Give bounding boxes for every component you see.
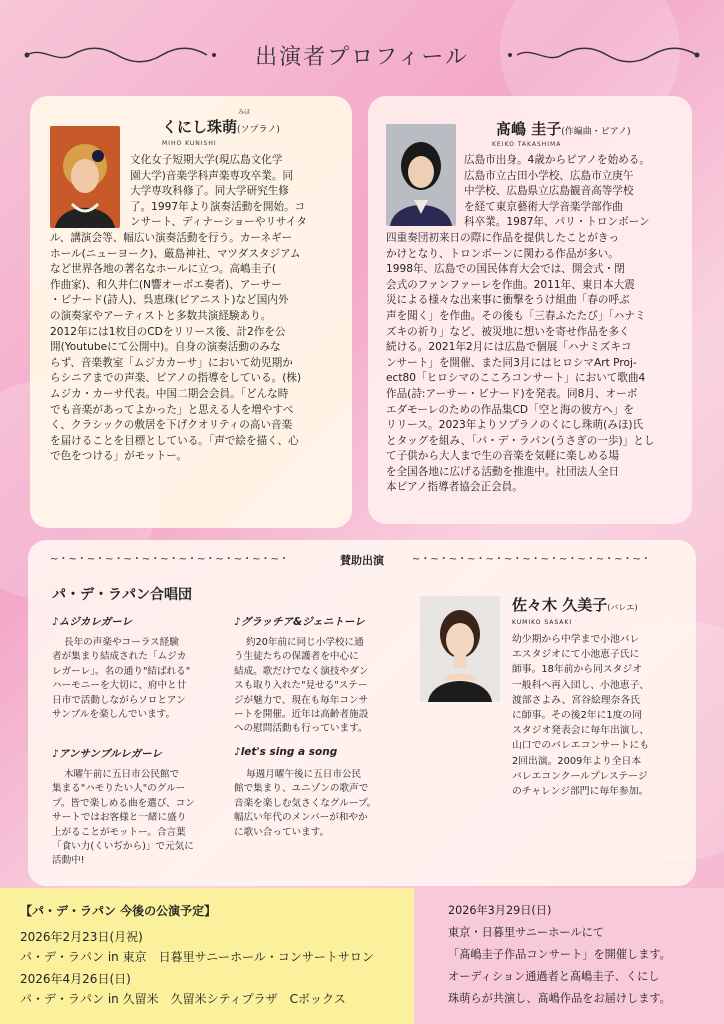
unit-line: 長年の声楽やコーラス経験: [64, 637, 179, 648]
bio-line: て子供から大人まで生の音楽を気軽に楽しめる場: [386, 450, 620, 463]
bio-line: スタジオ発表会に毎年出演し、: [512, 725, 650, 737]
concert-notice-panel: [414, 888, 724, 1024]
bio-line: 続ける。2021年2月には広島で個展「ハナミズキコ: [386, 341, 632, 354]
schedule-date-2: 2026年4月26日(日): [20, 972, 131, 986]
bio-line: 広島市立古田小学校、広島市立庚午: [464, 169, 634, 182]
bio-line: 師事。18年前から同スタジオ: [512, 664, 643, 676]
bio-line: 声を聞く」を作曲。その後も「三春ふたたび」「ハナミ: [386, 309, 646, 322]
bio-line: らず、音楽教室「ムジカカーサ」において幼児期か: [50, 356, 293, 369]
wave-divider-right: ~・~・~・~・~・~・~・~・~・~・~・~・~・: [412, 554, 651, 565]
bio-line: く、クラシックの敷居を下げクオリティの高い音楽: [50, 419, 293, 432]
bio-line: 科卒業。1987年、パリ・トロンボーン: [464, 216, 650, 229]
schedule-date-1: 2026年2月23日(月祝): [20, 930, 143, 944]
wave-divider-left: ~・~・~・~・~・~・~・~・~・~・~・~・~・: [50, 554, 289, 565]
bio-line: 災による様々な出来事に衝撃をうけ組曲「春の呼ぶ: [386, 294, 630, 307]
bio-line: 開(Youtubeにて公開中)。自身の演奏活動のみな: [50, 341, 281, 354]
bio-line: ンサート」を開催、また同3月にはヒロシマArt Proj-: [386, 356, 637, 369]
concert-line: オーディション通過者と髙嶋圭子、くにし: [448, 970, 660, 983]
unit-line: 活動中!: [52, 855, 85, 867]
unit-line: への慰問活動も行っています。: [234, 723, 368, 735]
keiko-bio: [386, 153, 678, 496]
unit-body-musica-legare: [52, 636, 228, 722]
sasaki-roman-name: KUMIKO SASAKI: [512, 619, 573, 626]
bio-line: ル、講演会等、幅広い演奏活動を行う。カーネギー: [50, 231, 293, 244]
bio-line: を経て東京藝術大学音楽学部作曲: [464, 200, 623, 213]
keiko-roman-name: KEIKO TAKASHIMA: [492, 141, 562, 148]
unit-title-musica-legare: ♪ムジカレガーレ: [52, 616, 132, 628]
bio-line: 幼少期から中学まで小池バレ: [512, 634, 640, 645]
bio-line: 大学専攻科修了。同大学研究生修: [130, 185, 289, 198]
unit-line: スも取り入れた"見せる"ステー: [234, 680, 368, 692]
unit-line: う生徒たちの保護者を中心に: [234, 651, 359, 663]
support-title: 賛助出演: [340, 554, 384, 567]
concert-line: 「髙嶋圭子作品コンサート」を開催します。: [448, 948, 671, 961]
sasaki-name-text: 佐々木 久美子: [512, 596, 608, 614]
right-ornament-icon: [502, 46, 702, 64]
unit-body-gratia-genitore: [234, 636, 410, 737]
bio-line: 本ピアノ指導者協会正会員。: [386, 481, 523, 494]
bio-line: 渡部さよみ、宮谷絵理奈各氏: [512, 694, 640, 706]
profile-card-keiko: [368, 96, 692, 524]
bio-line: ・ビナード(詩人)、呉恵珠(ピアニスト)など国内外: [50, 294, 289, 307]
unit-line: 者が集まり結成された「ムジカ: [52, 651, 187, 663]
keiko-name: [496, 118, 631, 139]
miho-bio: [50, 153, 340, 465]
keiko-role: (作編曲・ピアノ): [561, 127, 631, 137]
bio-line: に師事。その後2年に1度の同: [512, 710, 643, 722]
keiko-name-text: 髙嶋 圭子: [496, 120, 562, 138]
unit-line: 「食い力(くいぢから)」で元気に: [52, 841, 194, 853]
support-section: [28, 540, 696, 886]
bio-line: バレエコンクールプレステージ: [512, 770, 648, 782]
profile-card-miho: [30, 96, 352, 528]
bio-line: 2012年には1枚目のCDをリリース後、計2作を公: [50, 325, 286, 338]
bio-line: 了。1997年より演奏活動を開始。コ: [130, 200, 306, 213]
page-header: [0, 36, 724, 76]
unit-title-gratia-genitore: ♪グラッチア&ジェニトーレ: [234, 616, 365, 628]
bio-line: 1998年、広島での国民体育大会では、開会式・閉: [386, 263, 625, 276]
unit-line: 日市で活動しながらソロとアン: [52, 694, 186, 706]
miho-role: (ソプラノ): [237, 125, 280, 135]
unit-line: ジが魅力で、現在も毎年コンサ: [234, 694, 369, 706]
bio-line: 広島市出身。4歳からピアノを始める。: [464, 154, 650, 166]
sasaki-role: (バレエ): [607, 603, 638, 612]
choir-name: パ・デ・ラパン合唱団: [52, 587, 192, 603]
unit-body-ensemble-legare: [52, 768, 228, 869]
bio-line: の演奏家やアーティストと多数共演経験あり。: [50, 309, 272, 322]
unit-line: 結成。歌だけでなく演技やダン: [234, 665, 369, 677]
schedule-heading: 【パ・デ・ラパン 今後の公演予定】: [20, 904, 217, 918]
bio-line: 一般科へ再入団し、小池恵子、: [512, 679, 650, 691]
concert-line: 珠萌らが共演し、髙嶋作品をお届けします。: [448, 992, 671, 1005]
bio-line: 2回出演。2009年より全日本: [512, 755, 642, 767]
schedule-panel: [0, 888, 414, 1024]
unit-line: レガーレ」。名の通り"結ばれる": [52, 665, 191, 677]
bio-line: とタッグを組み、「パ・デ・ラパン(うさぎの一歩)」とし: [386, 434, 655, 447]
bio-line: ンサート、ディナーショーやリサイタ: [130, 216, 307, 229]
bio-line: のチャレンジ部門に毎年参加。: [512, 786, 649, 798]
unit-body-lets-sing: [234, 768, 410, 840]
unit-title-lets-sing: ♪let's sing a song: [234, 746, 338, 758]
unit-line: ートを開催。近年は高齢者施設: [234, 709, 369, 721]
unit-line: 集まる"ハモりたい人"のグルー: [52, 783, 186, 795]
miho-roman-name: MIHO KUNISHI: [162, 140, 217, 147]
unit-line: サートではお客様と一緒に盛り: [52, 812, 187, 824]
bio-line: 作曲家)、和久井仁(N響オーボエ奏者)、アーサー: [50, 278, 282, 291]
schedule-venue-2: パ・デ・ラパン in 久留米 久留米シティプラザ Cボックス: [20, 992, 346, 1006]
unit-line: に歌い合っています。: [234, 826, 330, 838]
bio-line: エスタジオにて小池恵子氏に: [512, 649, 640, 661]
bio-line: リリース。2023年よりソプラノのくにし珠萌(みほ)氏: [386, 419, 644, 432]
unit-line: 毎週月曜午後に五日市公民: [246, 769, 362, 780]
unit-line: プ。皆で楽しめる曲を選び、コン: [52, 797, 195, 809]
bio-line: エダモーレのための作品集CD「空と海の彼方へ」を: [386, 403, 634, 416]
bio-line: ect80「ヒロシマのこころコンサート」において歌曲4: [386, 372, 646, 385]
miho-name: [162, 116, 280, 137]
unit-line: 木曜午前に五日市公民館で: [64, 769, 180, 780]
bio-line: ムジカ・カーサ代表。中国二期会会員。「どんな時: [50, 387, 289, 400]
concert-date: 2026年3月29日(日): [448, 904, 552, 917]
unit-line: 上がることがモットー。合言葉: [52, 826, 186, 838]
sasaki-bio: [512, 632, 684, 799]
bio-line: 園大学)音楽学科声楽専攻卒業。同: [130, 169, 294, 182]
bio-line: かけとなり、トロンボーンに関わる作品が多い。: [386, 247, 619, 260]
bio-line: らシニアまでの声楽、ピアノの指導をしている。(株): [50, 372, 302, 385]
miho-name-ruby: みほ: [238, 109, 251, 116]
bio-line: で色をつける」がモットー。: [50, 450, 187, 463]
bio-line: を全国各地に広げる活動を推進中。社団法人全日: [386, 465, 620, 478]
bio-line: 山口でのバレエコンサートにも: [512, 740, 650, 752]
bio-line: など世界各地の著名なホールに立つ。高嶋圭子(: [50, 263, 276, 276]
bio-line: ホール(ニューヨーク)、厳島神社、マツダスタジアム: [50, 247, 301, 260]
bio-line: ズキの祈り」など、被災地に想いを寄せ作品を多く: [386, 325, 630, 338]
unit-line: ハーモニーを大切に、府中と廿: [52, 680, 187, 692]
page-title: 出演者プロフィール: [255, 45, 469, 70]
sasaki-name: [512, 594, 637, 615]
unit-line: 幅広い年代のメンバーが和やか: [234, 812, 368, 824]
concert-line: 東京・日暮里サニーホールにて: [448, 926, 604, 939]
sasaki-photo: [420, 596, 500, 702]
bio-line: 文化女子短期大学(現広島文化学: [130, 154, 283, 166]
bio-line: 作品(詩:アーサー・ビナード)を発表。同8月、オーボ: [386, 387, 638, 400]
schedule-venue-1: パ・デ・ラパン in 東京 日暮里サニーホール・コンサートサロン: [20, 950, 374, 964]
bio-line: を届けることを目標としている。「声で絵を描く、心: [50, 434, 299, 447]
unit-line: 館で集まり、ユニゾンの歌声で: [234, 783, 369, 795]
unit-line: 約20年前に同じ小学校に通: [246, 637, 364, 648]
bio-line: 四重奏団初来日の際に作品を提供したことがきっ: [386, 231, 620, 244]
unit-line: 音楽を楽しむ気さくなグループ。: [234, 797, 377, 809]
unit-line: サンブルを楽しんでいます。: [52, 709, 176, 721]
unit-title-ensemble-legare: ♪アンサンブルレガーレ: [52, 748, 162, 760]
bio-line: 中学校、広島県立広島観音高等学校: [464, 185, 634, 198]
bio-line: 会式のファンファーレを作曲。2011年、東日本大震: [386, 278, 635, 291]
bio-line: でも音楽があってよかった」と思える人を増やすべ: [50, 403, 294, 416]
miho-name-text: くにし珠萌: [162, 118, 238, 136]
